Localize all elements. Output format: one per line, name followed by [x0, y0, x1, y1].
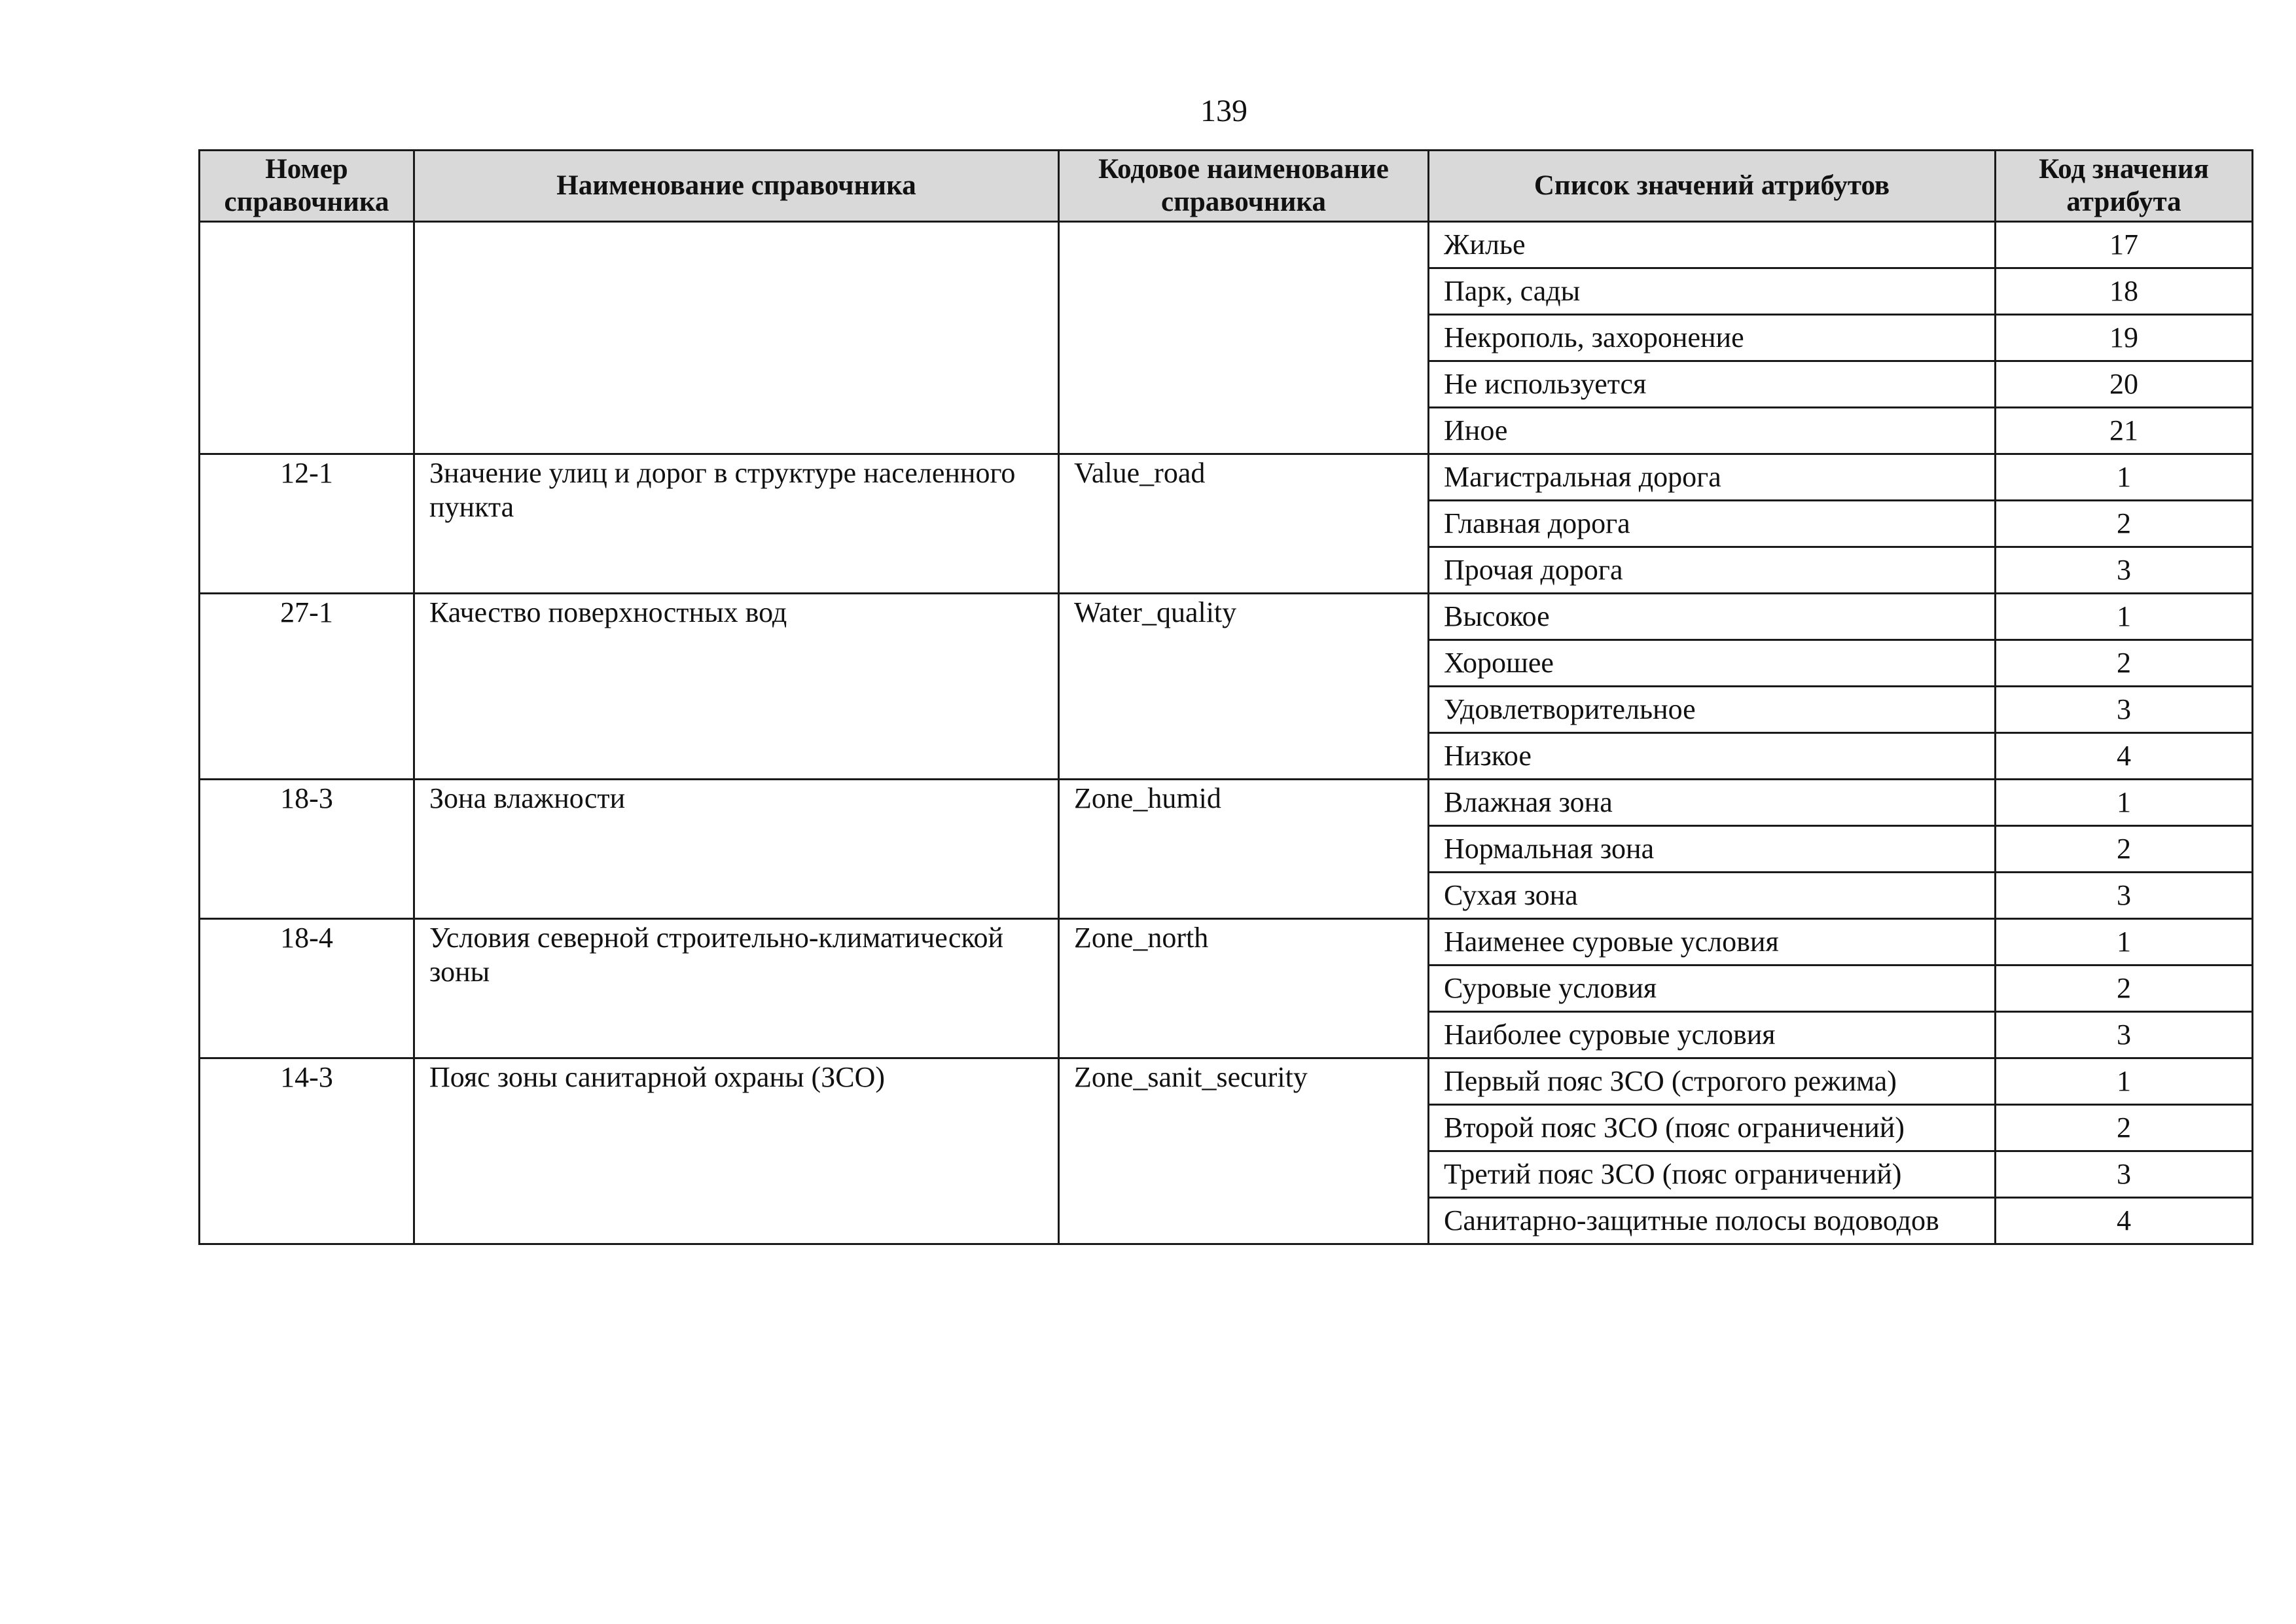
attribute-value: Низкое: [1429, 733, 1996, 780]
attribute-value: Сухая зона: [1429, 873, 1996, 919]
attribute-value-code: 21: [1996, 408, 2253, 454]
attribute-value: Высокое: [1429, 594, 1996, 640]
attribute-value-code: 4: [1996, 733, 2253, 780]
table-body: [200, 222, 2253, 1244]
reference-name: Зона влажности: [414, 780, 1059, 919]
attribute-value-code: 1: [1996, 780, 2253, 826]
attribute-value: Наиболее суровые условия: [1429, 1012, 1996, 1058]
attribute-value: Санитарно-защитные полосы водоводов: [1429, 1198, 1996, 1244]
table-row: [200, 919, 2253, 965]
attribute-value: Магистральная дорога: [1429, 454, 1996, 501]
reference-name: Пояс зоны санитарной охраны (ЗСО): [414, 1058, 1059, 1244]
attribute-value-code: 20: [1996, 361, 2253, 408]
reference-code-name: Water_quality: [1059, 594, 1429, 780]
attribute-value-code: 2: [1996, 965, 2253, 1012]
attribute-value: Первый пояс ЗСО (строгого режима): [1429, 1058, 1996, 1105]
attribute-value: Удовлетворительное: [1429, 687, 1996, 733]
table-row: [200, 1058, 2253, 1105]
reference-name: Качество поверхностных вод: [414, 594, 1059, 780]
page-number: 139: [1200, 94, 1247, 128]
attribute-value: Второй пояс ЗСО (пояс ограничений): [1429, 1105, 1996, 1151]
attribute-value: Наименее суровые условия: [1429, 919, 1996, 965]
header-code: Кодовое наименование справочника: [1059, 151, 1429, 222]
attribute-value-code: 17: [1996, 222, 2253, 268]
reference-code-name: [1059, 222, 1429, 454]
table-header-row: [200, 151, 2253, 222]
reference-number: [200, 222, 414, 454]
attribute-value-code: 3: [1996, 687, 2253, 733]
attribute-value: Не используется: [1429, 361, 1996, 408]
attribute-value: Жилье: [1429, 222, 1996, 268]
attribute-value-code: 1: [1996, 919, 2253, 965]
reference-number: 18-3: [200, 780, 414, 919]
attribute-value-code: 3: [1996, 1151, 2253, 1198]
attribute-value: Иное: [1429, 408, 1996, 454]
attribute-value: Нормальная зона: [1429, 826, 1996, 873]
table-row: [200, 222, 2253, 268]
attribute-value-code: 2: [1996, 501, 2253, 547]
reference-number: 18-4: [200, 919, 414, 1058]
reference-table: [198, 149, 2253, 1245]
reference-number: 14-3: [200, 1058, 414, 1244]
reference-code-name: Value_road: [1059, 454, 1429, 594]
header-value-code: Код значения атрибута: [1996, 151, 2253, 222]
reference-code-name: Zone_sanit_security: [1059, 1058, 1429, 1244]
header-name: Наименование справочника: [414, 151, 1059, 222]
attribute-value-code: 18: [1996, 268, 2253, 315]
attribute-value-code: 1: [1996, 594, 2253, 640]
attribute-value-code: 3: [1996, 547, 2253, 594]
attribute-value: Третий пояс ЗСО (пояс ограничений): [1429, 1151, 1996, 1198]
attribute-value-code: 19: [1996, 315, 2253, 361]
attribute-value-code: 3: [1996, 1012, 2253, 1058]
attribute-value: Некрополь, захоронение: [1429, 315, 1996, 361]
attribute-value-code: 1: [1996, 454, 2253, 501]
reference-name: Условия северной строительно-климатической зоны: [414, 919, 1059, 1058]
header-values: Список значений атрибутов: [1429, 151, 1996, 222]
reference-code-name: Zone_humid: [1059, 780, 1429, 919]
reference-number: 12-1: [200, 454, 414, 594]
attribute-value: Влажная зона: [1429, 780, 1996, 826]
attribute-value-code: 2: [1996, 1105, 2253, 1151]
attribute-value: Главная дорога: [1429, 501, 1996, 547]
attribute-value: Хорошее: [1429, 640, 1996, 687]
reference-name: [414, 222, 1059, 454]
reference-number: 27-1: [200, 594, 414, 780]
attribute-value: Суровые условия: [1429, 965, 1996, 1012]
attribute-value-code: 4: [1996, 1198, 2253, 1244]
reference-code-name: Zone_north: [1059, 919, 1429, 1058]
reference-name: Значение улиц и дорог в структуре населенного пункта: [414, 454, 1059, 594]
attribute-value-code: 3: [1996, 873, 2253, 919]
attribute-value: Прочая дорога: [1429, 547, 1996, 594]
attribute-value: Парк, сады: [1429, 268, 1996, 315]
table-row: [200, 594, 2253, 640]
table-row: [200, 454, 2253, 501]
header-number: Номер справочника: [200, 151, 414, 222]
attribute-value-code: 1: [1996, 1058, 2253, 1105]
table-row: [200, 780, 2253, 826]
attribute-value-code: 2: [1996, 826, 2253, 873]
attribute-value-code: 2: [1996, 640, 2253, 687]
